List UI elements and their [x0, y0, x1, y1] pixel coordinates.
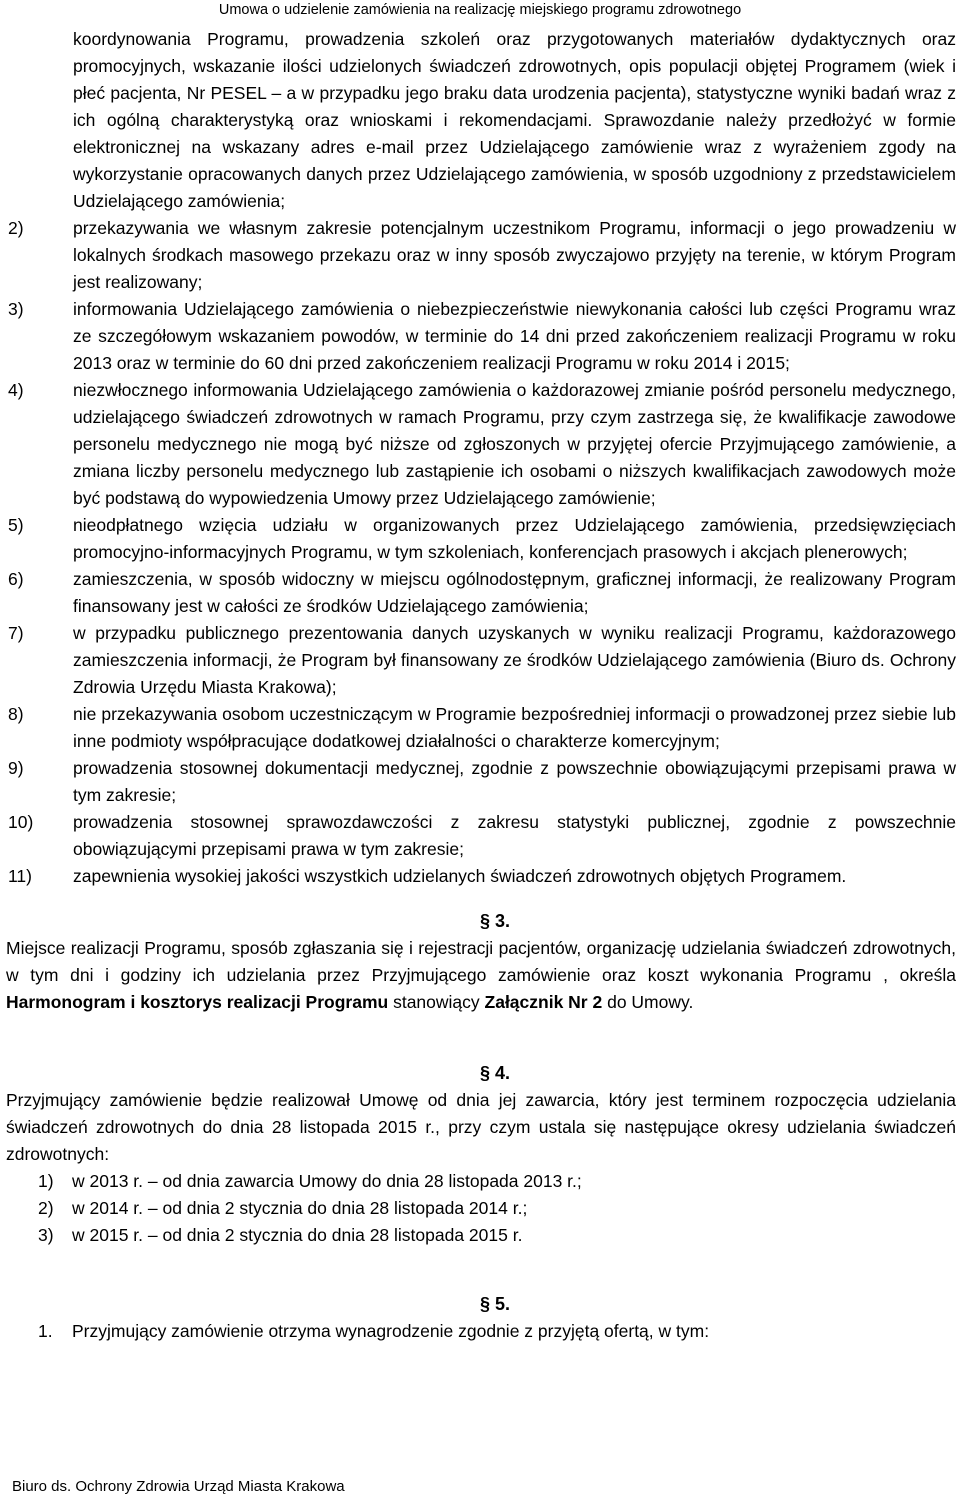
section-5-heading: § 5.	[479, 1294, 511, 1314]
item-number: 3)	[38, 1225, 54, 1245]
list-item	[0, 755, 960, 809]
item-number: 2)	[8, 218, 24, 238]
document-body	[0, 26, 960, 1345]
list-item	[0, 1318, 960, 1345]
item-number: 9)	[8, 758, 24, 778]
item-text: w przypadku publicznego prezentowania danych uzyskanych w wyniku realizacji Programu, każdorazowego zamieszczenia informacji, że Program był finansowany ze środków Udzielającego zamówienia (Biuro ds. Ochrony Zdrowia Urzędu Miasta Krakowa);	[73, 623, 956, 697]
list-item	[0, 296, 960, 377]
list-item	[0, 566, 960, 620]
item-text: prowadzenia stosownej dokumentacji medycznej, zgodnie z powszechnie obowiązującymi przepisami prawa w tym zakresie;	[73, 758, 956, 805]
section-5-list	[0, 1318, 960, 1345]
item-number: 3)	[8, 299, 24, 319]
item-number: 7)	[8, 623, 24, 643]
item-text: nieodpłatnego wzięcia udziału w organizowanych przez Udzielającego zamówienia, przedsięwzięciach promocyjno-informacyjnych Programu, w tym szkoleniach, konferencjach prasowych i akcjach plenerowych;	[73, 515, 956, 562]
item-text: informowania Udzielającego zamówienia o niebezpieczeństwie niewykonania całości lub części Programu wraz ze szczegółowym wskazaniem powodów, w terminie do 14 dni przed zakończeniem realizacji Programu w roku 2013 oraz w terminie do 60 dni przed zakończeniem realizacji Programu w roku 2014 i 2015;	[73, 299, 956, 373]
item-number: 8)	[8, 704, 24, 724]
item-text: Przyjmujący zamówienie otrzyma wynagrodzenie zgodnie z przyjętą ofertą, w tym:	[72, 1321, 710, 1341]
item-text: w 2014 r. – od dnia 2 stycznia do dnia 28 listopada 2014 r.;	[72, 1198, 528, 1218]
item-number: 11)	[8, 866, 32, 886]
intro-paragraph: koordynowania Programu, prowadzenia szkoleń oraz przygotowanych materiałów dydaktycznych oraz promocyjnych, wskazanie ilości udzielonych świadczeń zdrowotnych, opis populacji objętej Programem (wiek i płeć pacjenta, Nr PESEL – a w przypadku jego braku data urodzenia pacjenta), statystyczne wyniki badań wraz z ich ogólną charakterystyką oraz wnioskami i rekomendacjami. Sprawozdanie należy przedłożyć w formie elektronicznej na wskazany adres e-mail przez Udzielającego zamówienie wraz z wyrażeniem zgody na wykorzystanie opracowanych danych przez Udzielającego zamówienia, w sposób uzgodniony z przedstawicielem Udzielającego zamówienia;	[73, 29, 956, 211]
item-number: 1.	[38, 1321, 53, 1341]
list-item	[0, 1195, 960, 1222]
section-3-heading: § 3.	[479, 911, 511, 931]
item-text: przekazywania we własnym zakresie potencjalnym uczestnikom Programu, informacji o jego prowadzeniu w lokalnych środkach masowego przekazu oraz w inny sposób zwyczajowo przyjęty na terenie, w którym Program jest realizowany;	[73, 218, 956, 292]
section-3-attachment-ref: Załącznik Nr 2	[484, 992, 603, 1012]
item-number: 2)	[38, 1198, 54, 1218]
item-text: w 2015 r. – od dnia 2 stycznia do dnia 28 listopada 2015 r.	[72, 1225, 523, 1245]
list-item	[0, 512, 960, 566]
item-text: w 2013 r. – od dnia zawarcia Umowy do dnia 28 listopada 2013 r.;	[72, 1171, 582, 1191]
item-text: niezwłocznego informowania Udzielającego zamówienia o każdorazowej zmianie pośród personelu medycznego, udzielającego świadczeń zdrowotnych w ramach Programu, przy czym zastrzega się, że kwalifikacje zawodowe personelu medycznego nie mogą być niższe od zgłoszonych w przyjętej ofercie Przyjmującego zamówienie, a zmiana liczby personelu medycznego lub zastąpienie ich osobami o niższych kwalifikacjach zawodowych może być podstawą do wypowiedzenia Umowy przez Udzielającego zamówienie;	[73, 380, 956, 508]
item-text: zapewnienia wysokiej jakości wszystkich udzielanych świadczeń zdrowotnych objętych Programem.	[73, 866, 847, 886]
item-number: 4)	[8, 380, 24, 400]
item-text: prowadzenia stosownej sprawozdawczości z zakresu statystyki publicznej, zgodnie z powszechnie obowiązującymi przepisami prawa w tym zakresie;	[73, 812, 956, 859]
obligations-list	[0, 215, 960, 890]
page-footer: Biuro ds. Ochrony Zdrowia Urząd Miasta Krakowa	[12, 1478, 345, 1495]
list-item	[0, 863, 960, 890]
item-number: 6)	[8, 569, 24, 589]
item-number: 10)	[8, 812, 34, 832]
list-item	[0, 809, 960, 863]
item-text: nie przekazywania osobom uczestniczącym w Programie bezpośredniej informacji o prowadzonej przez siebie lub inne podmioty współpracujące dodatkowej działalności o charakterze komercyjnym;	[73, 704, 956, 751]
page-header: Umowa o udzielenie zamówienia na realizację miejskiego programu zdrowotnego	[218, 2, 742, 18]
section-3-text: Miejsce realizacji Programu, sposób zgłaszania się i rejestracji pacjentów, organizację udzielania świadczeń zdrowotnych, w tym dni i godziny ich udzielania przez Przyjmującego zamówienie oraz koszt wykonania Programu , określa	[6, 938, 956, 985]
item-number: 5)	[8, 515, 24, 535]
item-number: 1)	[38, 1171, 54, 1191]
section-3-paragraph	[0, 935, 960, 1016]
section-4-heading: § 4.	[479, 1063, 511, 1083]
section-3-bold-title: Harmonogram i kosztorys realizacji Programu	[6, 992, 389, 1012]
list-item	[0, 377, 960, 512]
section-3-text-mid: stanowiący	[388, 992, 485, 1012]
list-item	[0, 701, 960, 755]
periods-list	[0, 1168, 960, 1249]
list-item	[0, 620, 960, 701]
list-item	[0, 1222, 960, 1249]
section-4-paragraph: Przyjmujący zamówienie będzie realizował Umowę od dnia jej zawarcia, który jest terminem rozpoczęcia udzielania świadczeń zdrowotnych do dnia 28 listopada 2015 r., przy czym ustala się następujące okresy udzielania świadczeń zdrowotnych:	[6, 1090, 956, 1164]
list-item	[0, 215, 960, 296]
item-text: zamieszczenia, w sposób widoczny w miejscu ogólnodostępnym, graficznej informacji, że realizowany Program finansowany jest w całości ze środków Udzielającego zamówienia;	[73, 569, 956, 616]
section-3-text-end: do Umowy.	[602, 992, 694, 1012]
list-item	[0, 1168, 960, 1195]
